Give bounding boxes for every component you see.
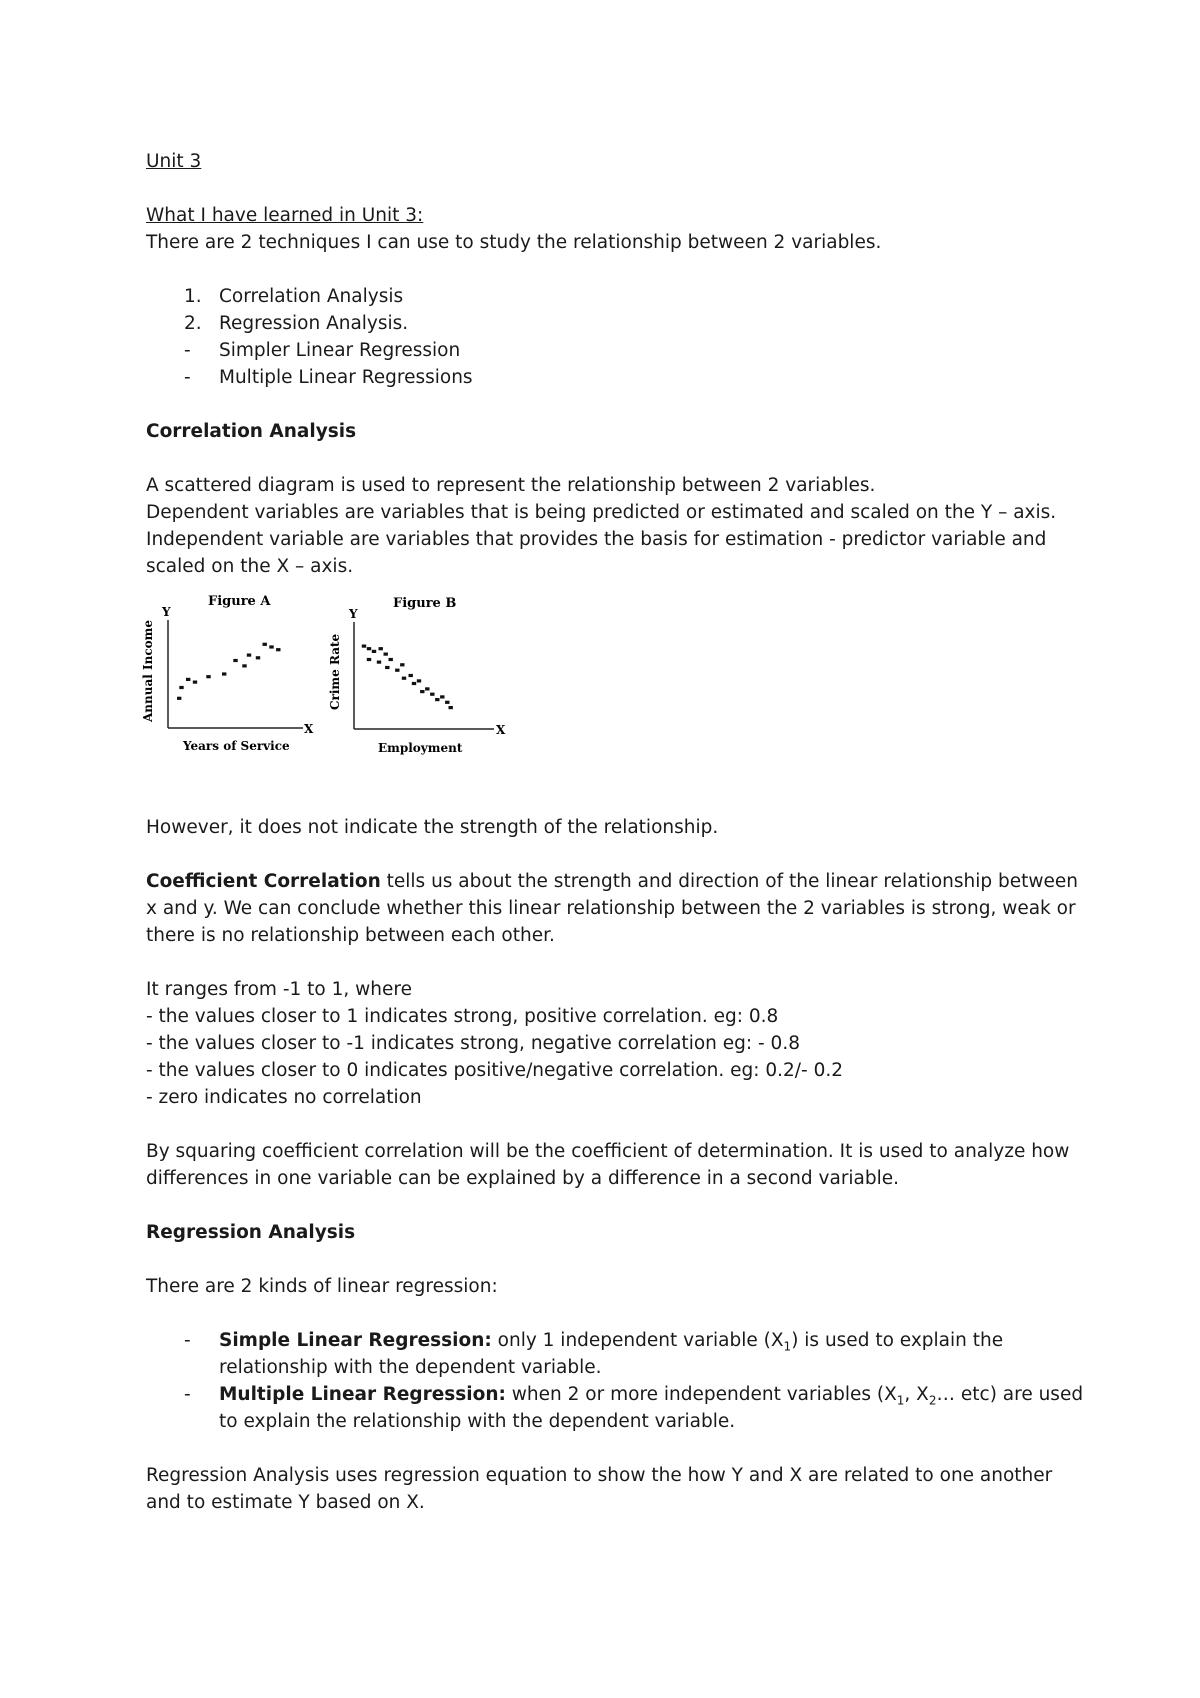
multiple-subscript-2: 2 bbox=[928, 1393, 937, 1408]
scatter-point bbox=[412, 682, 416, 685]
list-item bbox=[146, 337, 1086, 364]
figure-a-x-letter: X bbox=[304, 722, 314, 736]
scatter-point bbox=[379, 647, 383, 650]
scatter-point bbox=[425, 687, 429, 690]
simple-regression-text-a: only 1 independent variable (X bbox=[491, 1330, 784, 1351]
list-item-text: Multiple Linear Regressions bbox=[219, 367, 473, 388]
scatter-point bbox=[233, 659, 237, 662]
simple-regression-term: Simple Linear Regression: bbox=[219, 1330, 492, 1351]
regression-intro: There are 2 kinds of linear regression: bbox=[146, 1276, 498, 1297]
list-item bbox=[146, 1381, 1086, 1435]
scatter-point bbox=[395, 669, 399, 672]
list-item bbox=[146, 310, 1086, 337]
scatter-figures-svg bbox=[138, 590, 538, 770]
figure-a-xlabel: Years of Service bbox=[183, 739, 290, 753]
scatter-point bbox=[193, 681, 197, 684]
document-body bbox=[141, 148, 1086, 1516]
scatter-point bbox=[367, 658, 371, 661]
scatter-point bbox=[242, 664, 246, 667]
figure-a-title: Figure A bbox=[208, 594, 271, 609]
scatter-point bbox=[377, 661, 381, 664]
scatter-point bbox=[256, 656, 260, 659]
range-item: - the values closer to 1 indicates strong, positive correlation. eg: 0.8 bbox=[146, 1006, 779, 1027]
figure-b-x-letter: X bbox=[496, 723, 506, 737]
scatter-point bbox=[179, 686, 183, 689]
scatter-point bbox=[186, 678, 190, 681]
conclusion-paragraph: Regression Analysis uses regression equation to show the how Y and X are related to one another and to estimate Y based on X. bbox=[146, 1465, 1053, 1513]
scatter-point bbox=[449, 706, 453, 709]
dependent-definition: Dependent variables are variables that is being predicted or estimated and scaled on the Y – axis. bbox=[146, 502, 1057, 523]
scatter-point bbox=[445, 701, 449, 704]
scatter-point bbox=[177, 697, 181, 700]
figure-b-title: Figure B bbox=[393, 596, 457, 611]
scatter-point bbox=[440, 695, 444, 698]
scatter-point bbox=[384, 653, 388, 656]
list-item-text: Correlation Analysis bbox=[219, 286, 404, 307]
figure-a bbox=[141, 594, 314, 753]
scatter-point bbox=[206, 675, 210, 678]
list-marker: - bbox=[184, 1384, 191, 1405]
scatter-point bbox=[276, 648, 280, 651]
scatter-point bbox=[247, 654, 251, 657]
techniques-list bbox=[146, 283, 1086, 391]
scatter-point bbox=[269, 645, 273, 648]
multiple-regression-text-b: … etc) are used to explain the relationship with the dependent variable. bbox=[219, 1384, 1084, 1432]
multiple-regression-text-a: when 2 or more independent variables (X bbox=[505, 1384, 897, 1405]
scatter-point bbox=[435, 698, 439, 701]
figure-b-y-letter: Y bbox=[349, 607, 358, 621]
list-marker: 2. bbox=[184, 313, 202, 334]
scatter-intro: A scattered diagram is used to represent the relationship between 2 variables. bbox=[146, 475, 876, 496]
multiple-regression-text-mid: , X bbox=[904, 1384, 929, 1405]
determination-paragraph: By squaring coefficient correlation will be the coefficient of determination. It is used to analyze how differences in one variable can be explained by a difference in a second variable. bbox=[146, 1141, 1070, 1189]
figure-b-points bbox=[362, 645, 453, 710]
list-item-text: Regression Analysis. bbox=[219, 313, 409, 334]
figure-b-xlabel: Employment bbox=[378, 741, 463, 755]
scatter-point bbox=[367, 647, 371, 650]
scatter-point bbox=[263, 643, 267, 646]
scatter-point bbox=[417, 679, 421, 682]
list-marker: - bbox=[184, 367, 191, 388]
list-marker: - bbox=[184, 340, 191, 361]
scatter-point bbox=[362, 645, 366, 648]
scatter-point bbox=[409, 674, 413, 677]
scatter-point bbox=[430, 693, 434, 696]
range-intro: It ranges from -1 to 1, where bbox=[146, 979, 412, 1000]
coefficient-paragraph bbox=[146, 868, 1086, 949]
list-item bbox=[146, 283, 1086, 310]
list-item-text: Simpler Linear Regression bbox=[219, 340, 461, 361]
simple-regression-text-b: ) is used to explain the relationship with the dependent variable. bbox=[219, 1330, 1004, 1378]
unit-title: Unit 3 bbox=[146, 151, 202, 172]
figure-a-ylabel: Annual Income bbox=[141, 620, 155, 722]
scatter-point bbox=[222, 672, 226, 675]
learned-heading: What I have learned in Unit 3: bbox=[146, 205, 424, 226]
scatter-point bbox=[402, 677, 406, 680]
range-item: - zero indicates no correlation bbox=[146, 1087, 422, 1108]
list-item bbox=[146, 1327, 1086, 1381]
figure-b bbox=[328, 596, 506, 755]
scatter-figures bbox=[141, 590, 1086, 808]
figure-a-points bbox=[177, 643, 281, 700]
multiple-regression-term: Multiple Linear Regression: bbox=[219, 1384, 506, 1405]
multiple-subscript-1: 1 bbox=[896, 1393, 905, 1408]
coefficient-definition: tells us about the strength and direction of the linear relationship between x and y. We can conclude whether this linear relationship between the 2 variables is strong, weak or there is no relationship between each other. bbox=[146, 871, 1079, 946]
figure-a-y-letter: Y bbox=[162, 605, 171, 619]
strength-note: However, it does not indicate the strength of the relationship. bbox=[146, 817, 719, 838]
scatter-point bbox=[372, 650, 376, 653]
intro-text: There are 2 techniques I can use to study the relationship between 2 variables. bbox=[146, 232, 882, 253]
scatter-point bbox=[420, 690, 424, 693]
range-item: - the values closer to 0 indicates positive/negative correlation. eg: 0.2/- 0.2 bbox=[146, 1060, 843, 1081]
list-marker: - bbox=[184, 1330, 191, 1351]
scatter-point bbox=[385, 666, 389, 669]
range-item: - the values closer to -1 indicates strong, negative correlation eg: - 0.8 bbox=[146, 1033, 800, 1054]
correlation-heading: Correlation Analysis bbox=[146, 421, 357, 442]
regression-heading: Regression Analysis bbox=[146, 1222, 356, 1243]
list-item bbox=[146, 364, 1086, 391]
coefficient-term: Coefficient Correlation bbox=[146, 871, 381, 892]
scatter-point bbox=[389, 658, 393, 661]
independent-definition: Independent variable are variables that provides the basis for estimation - predictor variable and scaled on the X – axis. bbox=[146, 529, 1047, 577]
scatter-point bbox=[400, 663, 404, 666]
figure-b-ylabel: Crime Rate bbox=[328, 633, 342, 710]
list-marker: 1. bbox=[184, 286, 202, 307]
simple-subscript: 1 bbox=[783, 1339, 792, 1354]
